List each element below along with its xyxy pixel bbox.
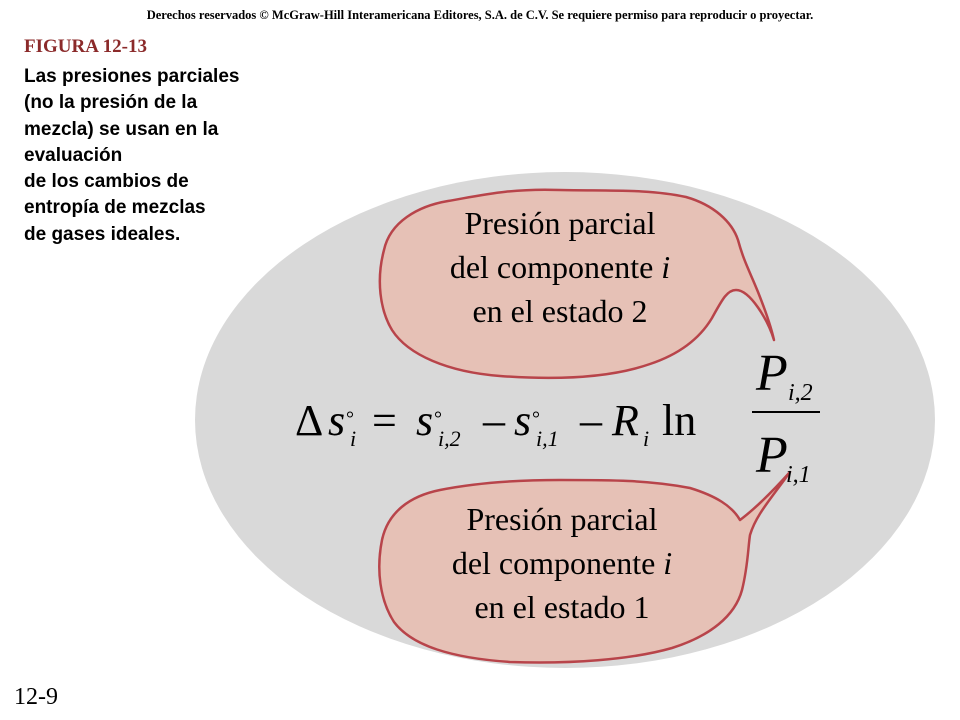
bubble-bottom-line1: Presión parcial bbox=[466, 501, 658, 537]
bubble-top-line2: del componente i bbox=[449, 249, 671, 285]
eq-s2: s bbox=[416, 396, 434, 445]
eq-s: s bbox=[328, 396, 346, 445]
bubble-bottom-line2: del componente i bbox=[451, 545, 673, 581]
copyright-notice: Derechos reservados © McGraw-Hill Interamericana Editores, S.A. de C.V. Se requiere permiso para reproducir o proyectar. bbox=[146, 8, 814, 22]
figure-label: FIGURA 12-13 bbox=[24, 36, 147, 57]
caption-line: (no la presión de la bbox=[24, 92, 198, 114]
caption-line: de los cambios de bbox=[24, 171, 189, 193]
caption-line: evaluación bbox=[24, 144, 123, 166]
eq-R: R bbox=[612, 396, 639, 445]
caption-line: entropía de mezclas bbox=[24, 197, 206, 219]
eq-frac-den-P: P bbox=[756, 427, 788, 484]
eq-sub-i2: i,2 bbox=[438, 426, 461, 451]
eq-equals: = bbox=[372, 396, 397, 445]
bubble-top-line1: Presión parcial bbox=[464, 205, 656, 241]
eq-frac-den-sub: i,1 bbox=[786, 462, 811, 488]
eq-delta: Δ bbox=[295, 396, 324, 445]
eq-degree: ° bbox=[346, 408, 354, 430]
eq-minus1: – bbox=[483, 396, 505, 445]
eq-frac-num-sub: i,2 bbox=[788, 380, 813, 406]
eq-degree2: ° bbox=[434, 408, 442, 430]
eq-ln: ln bbox=[662, 396, 697, 445]
bubble-bottom-line3: en el estado 1 bbox=[474, 589, 650, 625]
bubble-top-line3: en el estado 2 bbox=[472, 293, 648, 329]
eq-s3: s bbox=[514, 396, 532, 445]
caption-line: Las presiones parciales bbox=[24, 66, 240, 87]
eq-minus2: – bbox=[580, 396, 602, 445]
page-number: 12-9 bbox=[14, 684, 58, 710]
eq-sub-i: i bbox=[350, 426, 357, 451]
eq-frac-num-P: P bbox=[756, 345, 788, 402]
eq-degree3: ° bbox=[532, 408, 540, 430]
caption-line: de gases ideales. bbox=[24, 223, 181, 245]
eq-sub-i1: i,1 bbox=[536, 426, 559, 451]
caption-line: mezcla) se usan en la bbox=[24, 118, 219, 140]
eq-sub-i-R: i bbox=[643, 426, 650, 451]
